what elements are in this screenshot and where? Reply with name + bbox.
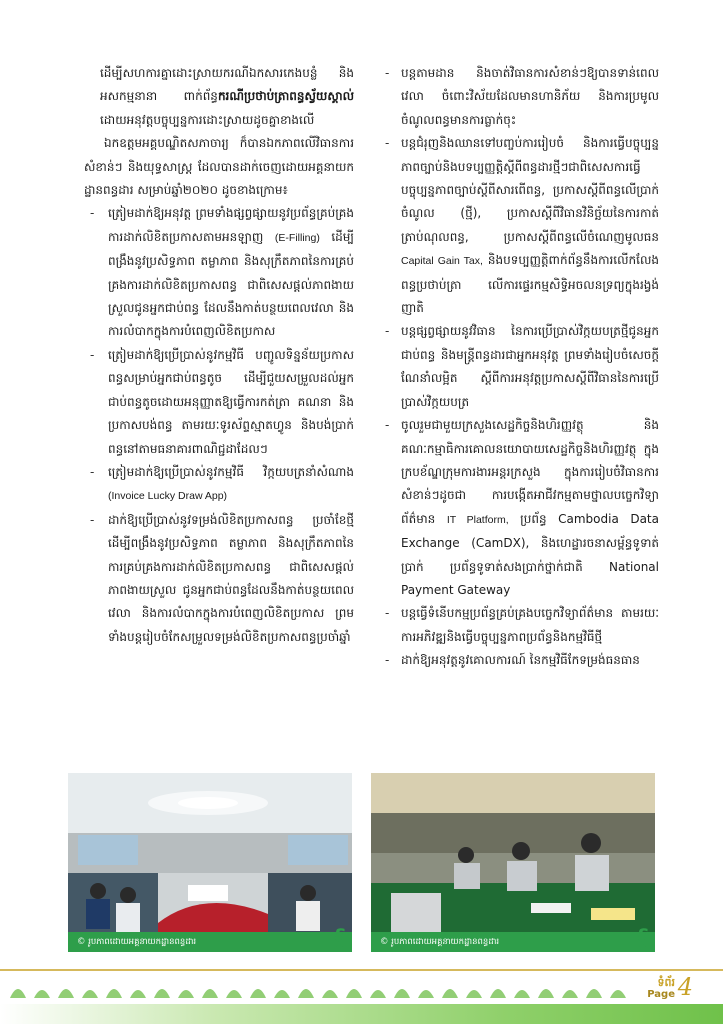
page-word-km: ទំព័រ: [657, 976, 675, 989]
left-column: [84, 62, 354, 649]
footer-gradient-strip: [0, 1004, 723, 1024]
page-label: [647, 977, 675, 1001]
photo-caption: © រូបភាពដោយអគ្គនាយកដ្ឋានពន្ធដារ: [371, 932, 655, 952]
conference-hall-image: [68, 773, 352, 952]
list-item: - បន្តផ្សព្វផ្សាយនូវវិធាន នៃការប្រើប្រាស់វិក្កយបត្រថ្មីជូនអ្នកជាប់ពន្ធ និងមន្ត្រីពន្ធដារជាអ្នកអនុវត្ត ព្រមទាំងរៀបចំសេចក្តីណែនាំលម្អិត ស្តីពីការអនុវត្តប្រកាសស្តីពីវិធាននៃការប្រើប្រាស់វិក្កយបត្រ: [385, 320, 659, 414]
list-item: - ត្រៀមដាក់ឱ្យប្រើប្រាស់នូវកម្មវិធី វិក្កយបត្រនាំសំណាង (Invoice Lucky Draw App): [84, 461, 354, 509]
meeting-photo-left: [68, 773, 352, 952]
list-item: - ត្រៀមដាក់ឱ្យអនុវត្ត ព្រមទាំងផ្សព្វផ្សាយនូវប្រព័ន្ធគ្រប់គ្រងការដាក់លិខិតប្រកាសតាមអនឡាញ (E-Filling) ដើម្បីពង្រឹងនូវប្រសិទ្ធភាព តម្លាភាព និងសុក្រឹតភាពនៃការគ្រប់គ្រងការដាក់លិខិតប្រកាសពន្ធ ជាពិសេសផ្តល់ភាពងាយស្រួលជូនអ្នកជាប់ពន្ធ ដែលនឹងកាត់បន្ថយពេលវេលា និងការលំបាកក្នុងការបំពេញលិខិតប្រកាស: [84, 202, 354, 343]
meeting-photo-right: [371, 773, 655, 952]
left-bullet-list: [84, 202, 354, 649]
list-item: - ដាក់ឱ្យប្រើប្រាស់នូវទម្រង់លិខិតប្រកាសពន្ធ ប្រចាំខែថ្មី ដើម្បីពង្រឹងនូវប្រសិទ្ធភាព តម្លាភាព និងសុក្រឹតភាពនៃការគ្រប់គ្រងការដាក់លិខិតប្រកាសពន្ធ ជាពិសេសផ្តល់ភាពងាយស្រួល ជូនអ្នកជាប់ពន្ធដែលនឹងកាត់បន្ថយពេលវេលា និងការលំបាកក្នុងការបំពេញលិខិតប្រកាស ព្រមទាំងបន្តរៀបចំកែសម្រួលទម្រង់លិខិតប្រកាសពន្ធប្រចាំឆ្នាំ: [84, 509, 354, 649]
list-item: - ចូលរួមជាមួយក្រសួងសេដ្ឋកិច្ចនិងហិរញ្ញវត្ថុ និងគណៈកម្មាធិការគោលនយោបាយសេដ្ឋកិច្ចនិងហិរញ្ញវត្ថុ ក្នុងក្របខ័ណ្ឌក្រុមការងារអន្តរក្រសួង ក្នុងការរៀបចំវិធានការសំខាន់ៗដូចជា ការបង្កើតអាជីវកម្មតាមថ្នាលបច្ចេកវិទ្យាព័ត៌មាន IT Platform, ប្រព័ន្ធ Cambodia Data Exchange (CamDX), និងហេដ្ឋារចនាសម្ព័ន្ធទូទាត់ប្រាក់ ប្រព័ន្ធទូទាត់សងប្រាក់ថ្នាក់ជាតិ National Payment Gateway: [385, 414, 659, 602]
intro-continuation: ដើម្បីសហការគ្នាដោះស្រាយករណីឯកសារកេងបន្លំ និងអសកម្មនានា ពាក់ព័ន្ធករណីប្រថាប់ត្រាពន្ធស្វ័យស្គាល់ ដោយអនុវត្តបច្ចុប្បន្នការដោះស្រាយដូចគ្នាខាងលើ: [100, 66, 354, 127]
list-item: - បន្តជំរុញនិងឈានទៅបញ្ចប់ការរៀបចំ និងការធ្វើបច្ចុប្បន្នភាពច្បាប់និងបទប្បញ្ញត្តិស្តីពីពន្ធដារថ្មីៗជាពិសេសការធ្វើបច្ចុប្បន្នភាពច្បាប់ស្តីពីសារពើពន្ធ, ប្រកាសស្តីពីពន្ធលើប្រាក់ចំណូល (ថ្មី), ប្រកាសស្តីពីវិធានវិនិច្ឆ័យនៃការកាត់ត្រាប់ណុលពន្ធ, ប្រកាសស្តីពីពន្ធលើចំណេញមូលធន Capital Gain Tax, និងបទប្បញ្ញត្តិពាក់ព័ន្ធនឹងការលើកលែងពន្ធប្រថាប់ត្រា លើការផ្ទេរកម្មសិទ្ធិអចលនទ្រព្យក្នុងរង្វង់ញាតិ: [385, 132, 659, 320]
photo-caption: © រូបភាពដោយអគ្គនាយកដ្ឋានពន្ធដារ: [68, 932, 352, 952]
ornamental-border: [0, 968, 723, 1004]
page-number: 4: [677, 973, 693, 1001]
list-item: - ត្រៀមដាក់ឱ្យប្រើប្រាស់នូវកម្មវិធី បញ្ជូលទិន្នន័យប្រកាសពន្ធសម្រាប់អ្នកជាប់ពន្ធតូច ដើម្បីជួយសម្រួលដល់អ្នកជាប់ពន្ធតូចដោយអនុញ្ញាតឱ្យធ្វើការកត់ត្រា គណនា និងប្រកាសបង់ពន្ធ តាមរយៈទូរស័ព្ទស្មាតហ្វូន និងបង់ប្រាក់ពន្ធនៅតាមធនាគារពាណិជ្ជដាដែលៗ: [84, 344, 354, 461]
emphasis-text: ករណីប្រថាប់ត្រាពន្ធស្វ័យស្គាល់: [217, 89, 354, 104]
list-item: - បន្តតាមដាន និងចាត់វិធានការសំខាន់ៗឱ្យបានទាន់ពេលវេលា ចំពោះវិស័យដែលមានហានិភ័យ និងការប្រមូលចំណូលពន្ធមានការធ្លាក់ចុះ: [385, 62, 659, 132]
leaf-logo-icon: §: [638, 926, 649, 951]
officials-meeting-image: [371, 773, 655, 952]
right-bullet-list: [385, 62, 659, 673]
leaf-logo-icon: §: [335, 926, 346, 951]
page-word-en: Page: [647, 989, 675, 1000]
list-item: - បន្តធ្វើទំនើបកម្មប្រព័ន្ធគ្រប់គ្រងបច្ចេកវិទ្យាព័ត៌មាន តាមរយៈការអភិវឌ្ឍនិងធ្វើបច្ចុប្បន្នភាពប្រព័ន្ធនិងកម្មវិធីថ្មី: [385, 602, 659, 649]
intro-paragraph: ឯកឧត្តមអគ្គបណ្ឌិតសភាចារ្យ ក៏បានឯកភាពលើវិធានការសំខាន់ៗ និងយុទ្ធសាស្ត្រ ដែលបានដាក់ចេញដោយអគ្គនាយកដ្ឋានពន្ធដារ សម្រាប់ឆ្នាំ២០២០ ដូចខាងក្រោម៖: [84, 136, 354, 198]
list-item: - ដាក់ឱ្យអនុវត្តនូវគោលការណ៍ នៃកម្មវិធីកែទម្រង់ធនធាន: [385, 649, 659, 672]
right-column: [385, 62, 659, 673]
